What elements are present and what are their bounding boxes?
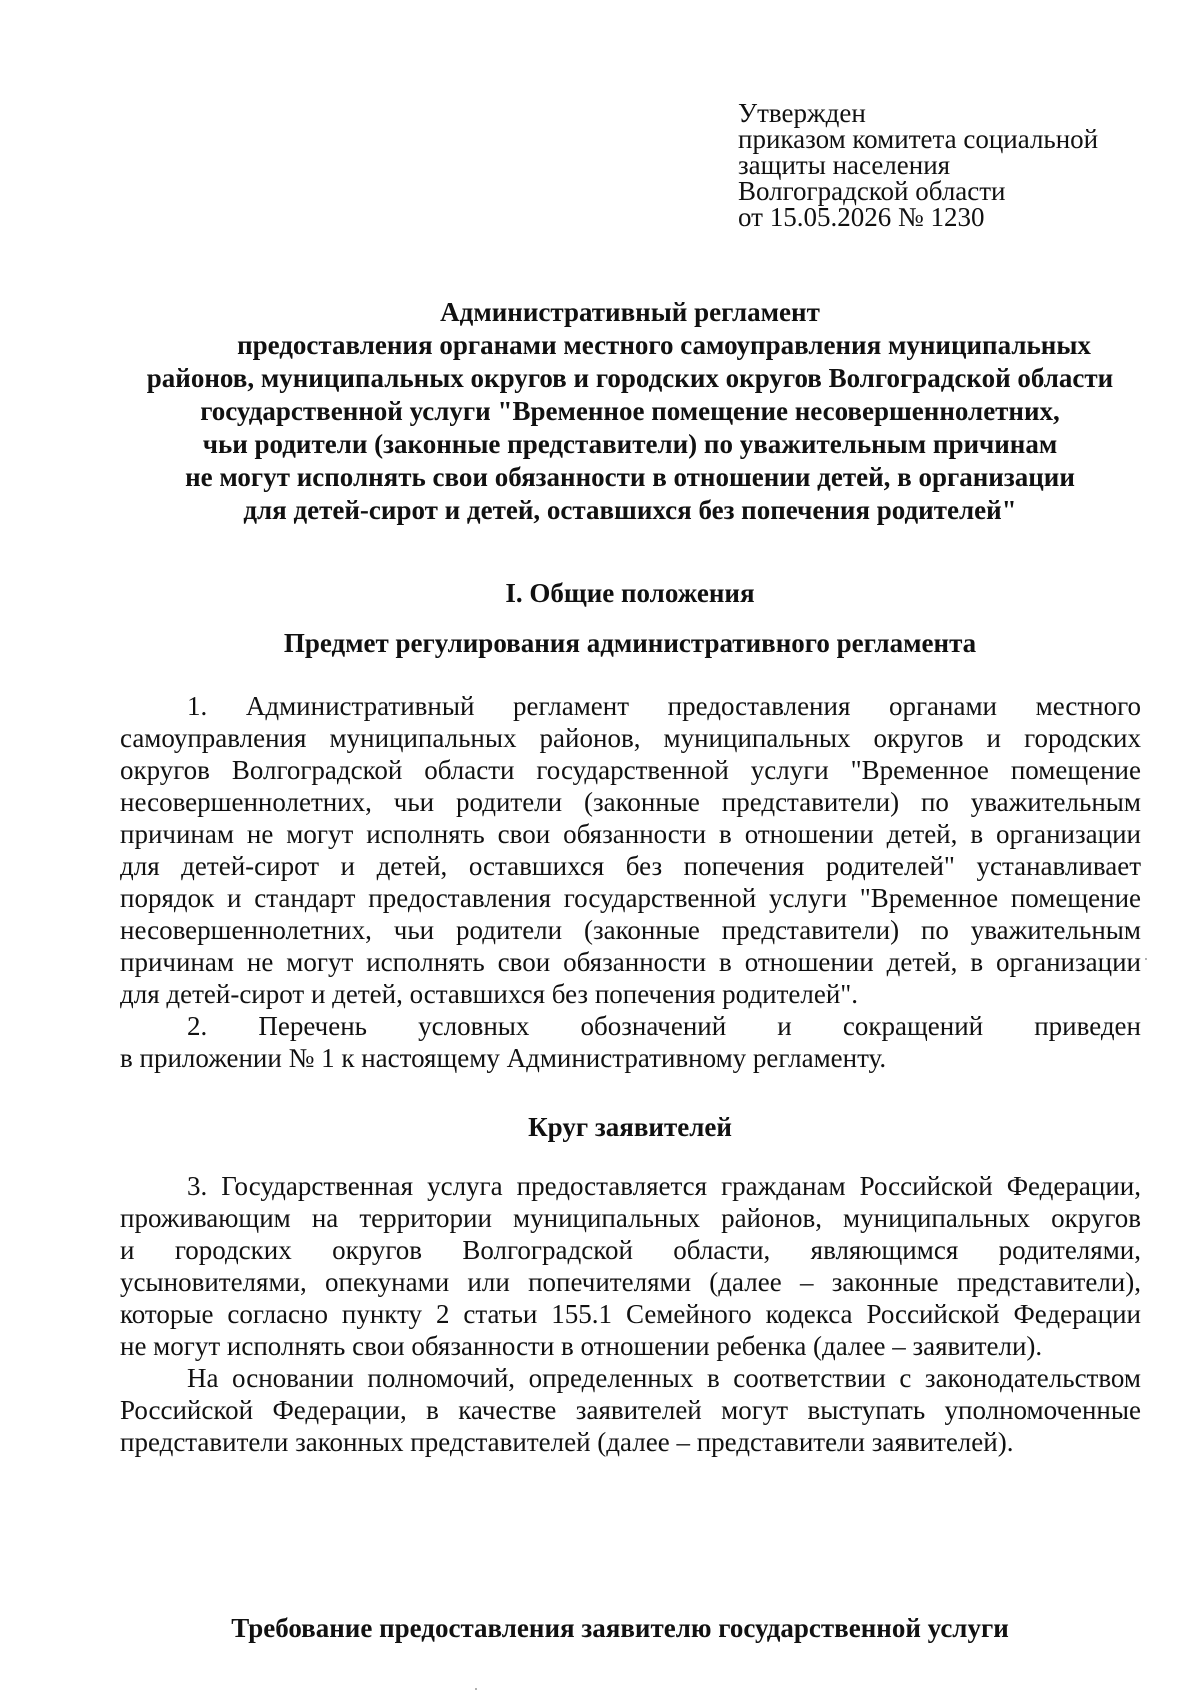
title-line: государственной услуги "Временное помещение несовершеннолетних, bbox=[200, 396, 1060, 426]
approval-line: приказом комитета социальной bbox=[738, 124, 1099, 154]
text-line: 1. Административный регламент предоставления органами местного bbox=[187, 691, 1141, 721]
text-line: и городских округов Волгоградской области, являющимся родителями, bbox=[120, 1235, 1141, 1265]
section-heading-applicants: Круг заявителей bbox=[528, 1112, 732, 1142]
text-line: не могут исполнять свои обязанности в отношении ребенка (далее – заявители). bbox=[120, 1331, 1043, 1361]
title-line: чьи родители (законные представители) по уважительным причинам bbox=[202, 429, 1058, 459]
text-line: в приложении № 1 к настоящему Административному регламенту. bbox=[120, 1043, 887, 1073]
text-line: Российской Федерации, в качестве заявителей могут выступать уполномоченные bbox=[120, 1395, 1141, 1425]
paragraph-applicants bbox=[120, 1170, 1141, 1458]
section-heading-requirement: Требование предоставления заявителю государственной услуги bbox=[231, 1613, 1009, 1643]
text-line: порядок и стандарт предоставления государственной услуги "Временное помещение bbox=[120, 883, 1141, 913]
text-line: представители законных представителей (далее – представители заявителей). bbox=[120, 1427, 1014, 1457]
text-line: 3. Государственная услуга предоставляется гражданам Российской Федерации, bbox=[187, 1171, 1141, 1201]
document-title bbox=[100, 296, 1160, 527]
approval-stamp-block bbox=[738, 100, 1098, 230]
scan-speck bbox=[1145, 958, 1147, 960]
text-line: проживающим на территории муниципальных районов, муниципальных округов bbox=[120, 1203, 1141, 1233]
text-line: самоуправления муниципальных районов, муниципальных округов и городских bbox=[120, 723, 1141, 753]
text-line: несовершеннолетних, чьи родители (законные представители) по уважительным bbox=[120, 787, 1141, 817]
section-heading-subject: Предмет регулирования административного регламента bbox=[283, 628, 977, 658]
title-line: районов, муниципальных округов и городских округов Волгоградской области bbox=[146, 363, 1114, 393]
scan-speck bbox=[475, 1688, 477, 1690]
text-line: На основании полномочий, определенных в соответствии с законодательством bbox=[187, 1363, 1141, 1393]
text-line: для детей-сирот и детей, оставшихся без попечения родителей". bbox=[120, 979, 859, 1009]
text-line: округов Волгоградской области государственной услуги "Временное помещение bbox=[120, 755, 1141, 785]
paragraph-subject bbox=[120, 690, 1141, 1074]
approval-line: Волгоградской области bbox=[738, 176, 1006, 206]
text-line: 2. Перечень условных обозначений и сокращений приведен bbox=[187, 1011, 1141, 1041]
section-heading-general: I. Общие положения bbox=[505, 578, 755, 608]
text-line: причинам не могут исполнять свои обязанности в отношении детей, в организации bbox=[120, 819, 1141, 849]
approval-line: защиты населения bbox=[738, 150, 951, 180]
title-line: для детей-сирот и детей, оставшихся без попечения родителей" bbox=[243, 495, 1017, 525]
approval-line: от 15.05.2026 № 1230 bbox=[738, 202, 985, 232]
text-line: для детей-сирот и детей, оставшихся без попечения родителей" устанавливает bbox=[120, 851, 1141, 881]
approval-line: Утвержден bbox=[738, 98, 866, 128]
title-line: предоставления органами местного самоуправления муниципальных bbox=[237, 330, 1091, 360]
title-line: Административный регламент bbox=[440, 297, 820, 327]
text-line: усыновителями, опекунами или попечителями (далее – законные представители), bbox=[120, 1267, 1141, 1297]
title-line: не могут исполнять свои обязанности в отношении детей, в организации bbox=[185, 462, 1075, 492]
text-line: причинам не могут исполнять свои обязанности в отношении детей, в организации bbox=[120, 947, 1141, 977]
text-line: несовершеннолетних, чьи родители (законные представители) по уважительным bbox=[120, 915, 1141, 945]
text-line: которые согласно пункту 2 статьи 155.1 Семейного кодекса Российской Федерации bbox=[120, 1299, 1141, 1329]
